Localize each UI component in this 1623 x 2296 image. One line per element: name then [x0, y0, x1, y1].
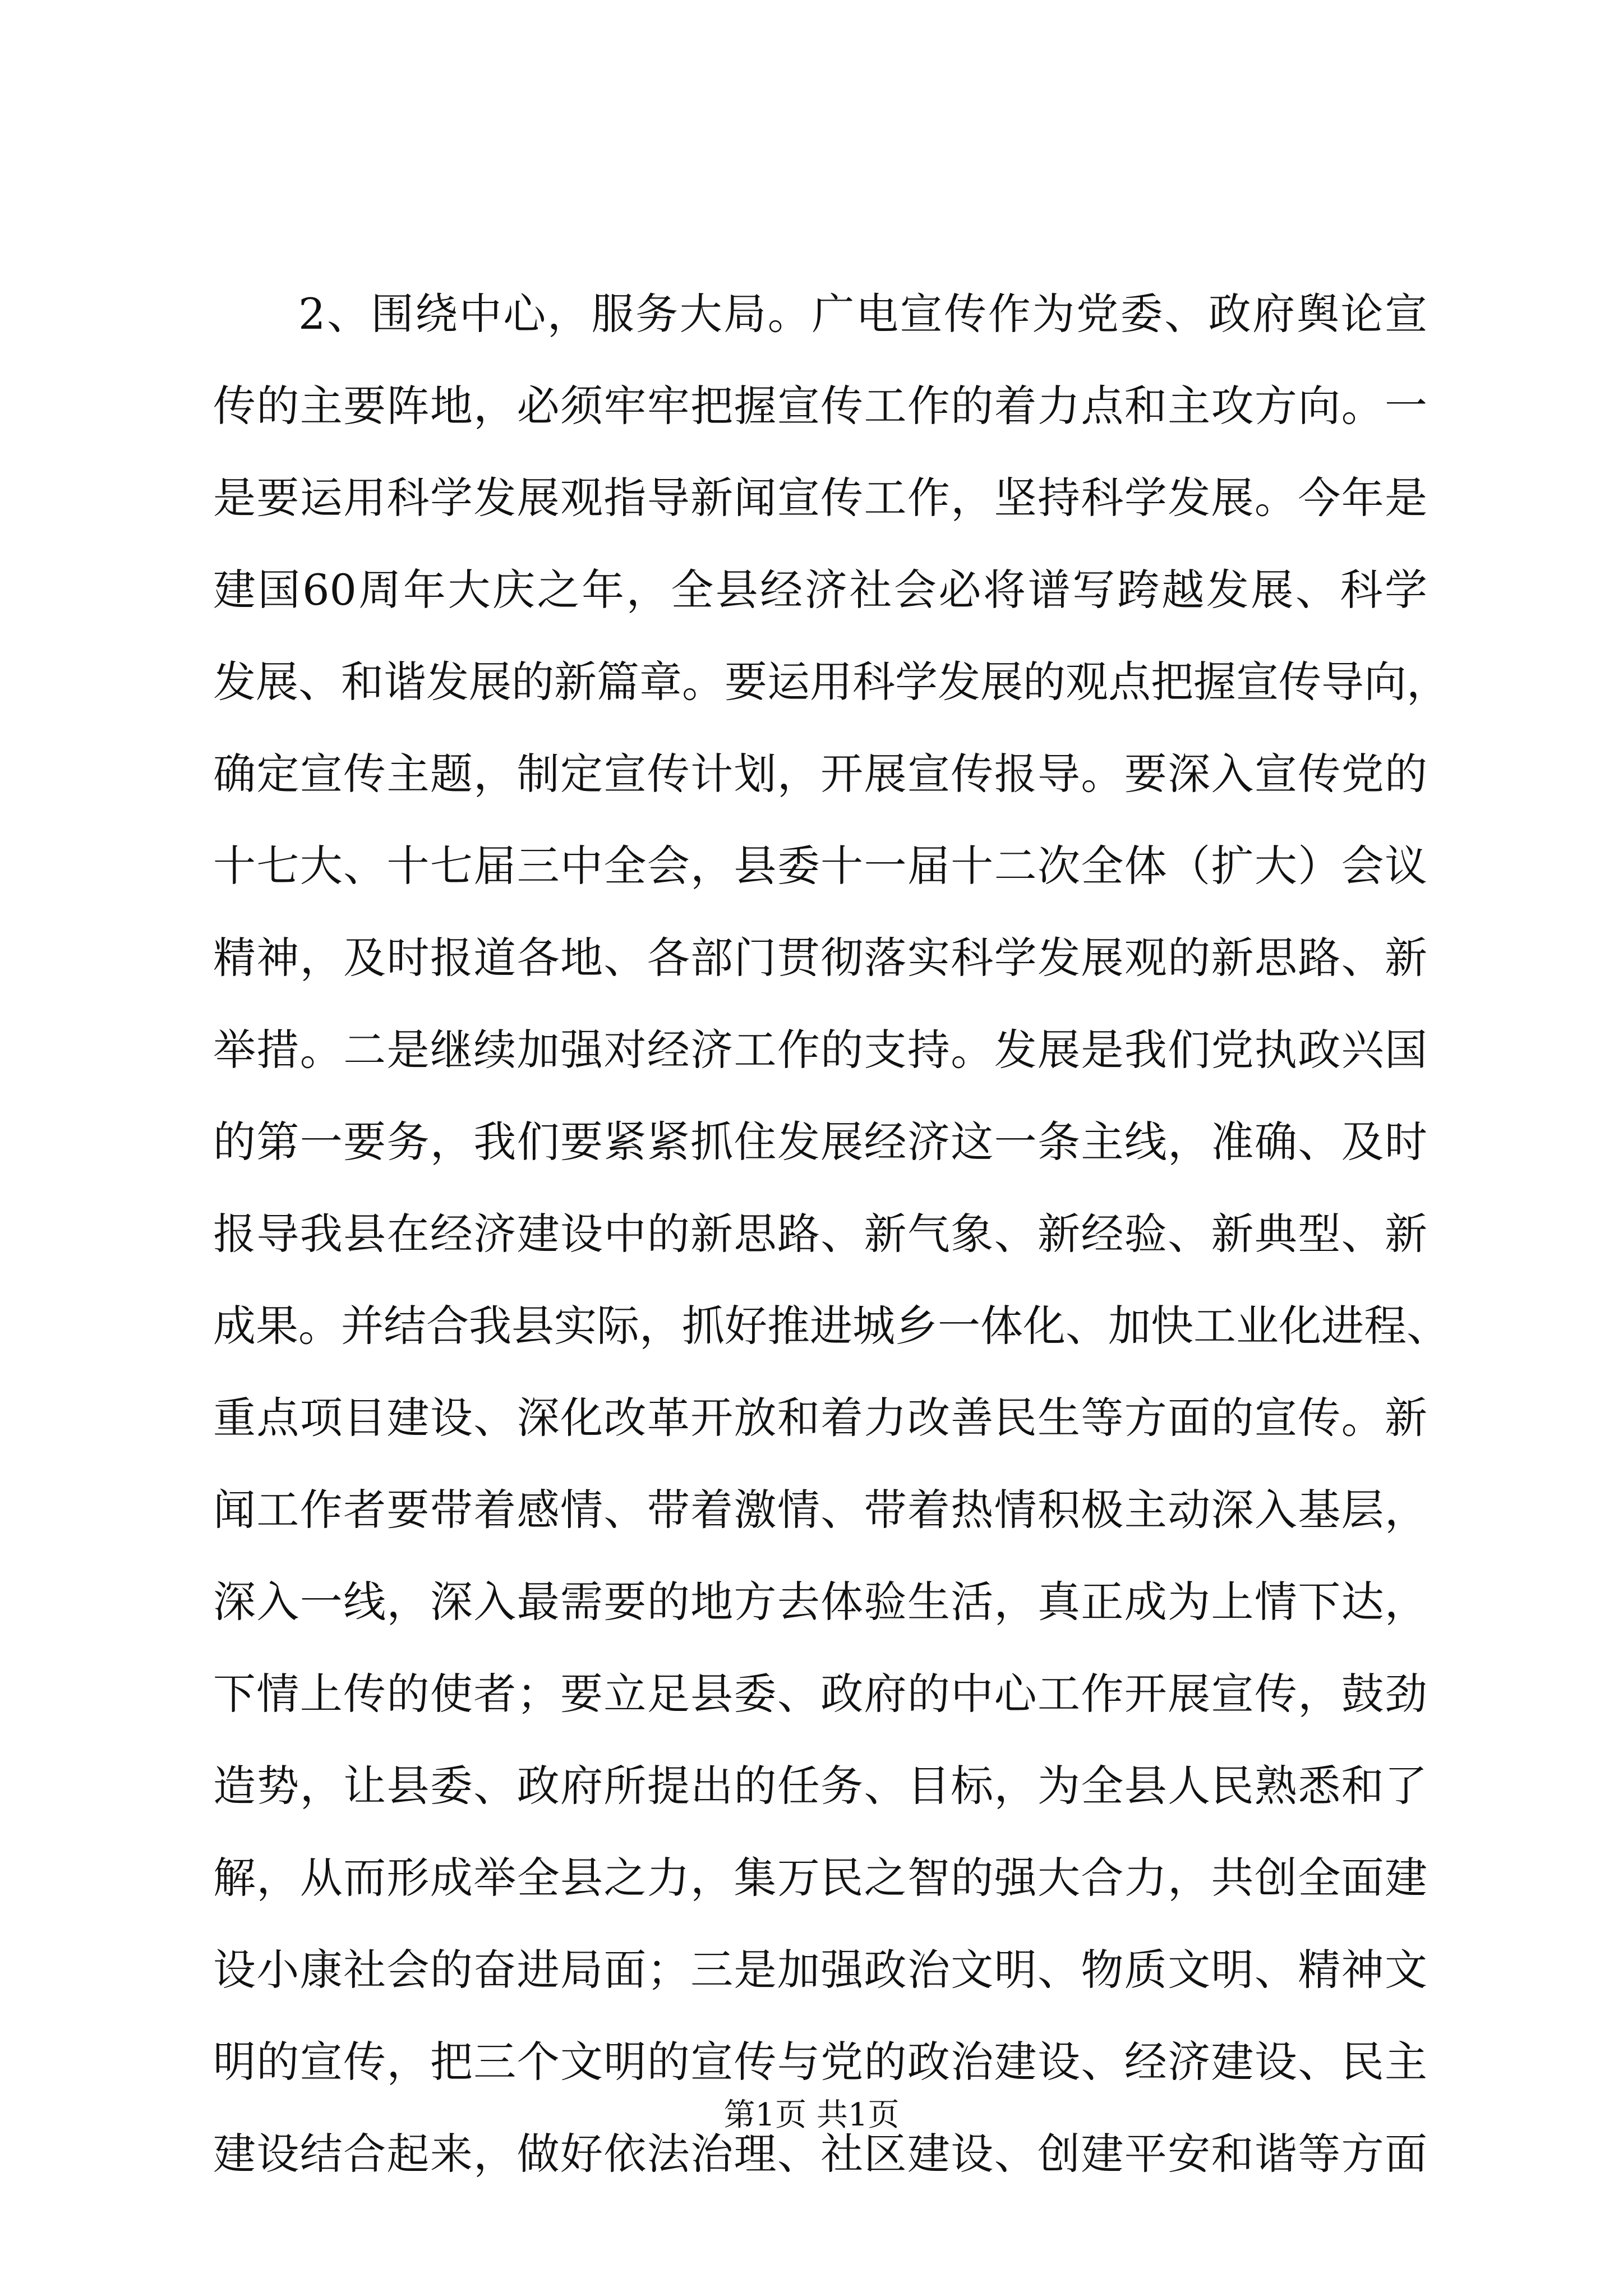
text-line: 闻工作者要带着感情、带着激情、带着热情积极主动深入基层，	[213, 1485, 1427, 1535]
text-line: 深入一线，深入最需要的地方去体验生活，真正成为上情下达，	[213, 1577, 1427, 1627]
text-line: 造势，让县委、政府所提出的任务、目标，为全县人民熟悉和了	[213, 1761, 1427, 1811]
text-line: 下情上传的使者；要立足县委、政府的中心工作开展宣传，鼓劲	[213, 1669, 1427, 1719]
text-line: 设小康社会的奋进局面；三是加强政治文明、物质文明、精神文	[213, 1945, 1427, 1995]
text-line: 是要运用科学发展观指导新闻宣传工作，坚持科学发展。今年是	[213, 473, 1427, 523]
text-line: 确定宣传主题，制定宣传计划，开展宣传报导。要深入宣传党的	[213, 749, 1427, 799]
text-line: 十七大、十七届三中全会，县委十一届十二次全体（扩大）会议	[213, 841, 1427, 891]
text-line: 发展、和谐发展的新篇章。要运用科学发展的观点把握宣传导向，	[213, 657, 1449, 707]
text-line: 建设结合起来，做好依法治理、社区建设、创建平安和谐等方面	[213, 2129, 1427, 2179]
text-line: 成果。并结合我县实际，抓好推进城乡一体化、加快工业化进程、	[213, 1301, 1449, 1351]
page-footer: 第1页 共1页	[723, 2097, 900, 2133]
text-line: 报导我县在经济建设中的新思路、新气象、新经验、新典型、新	[213, 1209, 1427, 1259]
text-line: 重点项目建设、深化改革开放和着力改善民生等方面的宣传。新	[213, 1393, 1427, 1443]
text-line: 建国60周年大庆之年，全县经济社会必将谱写跨越发展、科学	[213, 565, 1427, 615]
text-line: 举措。二是继续加强对经济工作的支持。发展是我们党执政兴国	[213, 1025, 1427, 1075]
text-line: 传的主要阵地，必须牢牢把握宣传工作的着力点和主攻方向。一	[213, 381, 1427, 431]
text-line: 2、围绕中心，服务大局。广电宣传作为党委、政府舆论宣	[298, 289, 1427, 339]
body-text	[213, 268, 1449, 2200]
text-line: 解，从而形成举全县之力，集万民之智的强大合力，共创全面建	[213, 1853, 1427, 1903]
text-line: 明的宣传，把三个文明的宣传与党的政治建设、经济建设、民主	[213, 2037, 1427, 2087]
text-line: 的第一要务，我们要紧紧抓住发展经济这一条主线，准确、及时	[213, 1117, 1427, 1167]
text-line: 精神，及时报道各地、各部门贯彻落实科学发展观的新思路、新	[213, 933, 1427, 983]
